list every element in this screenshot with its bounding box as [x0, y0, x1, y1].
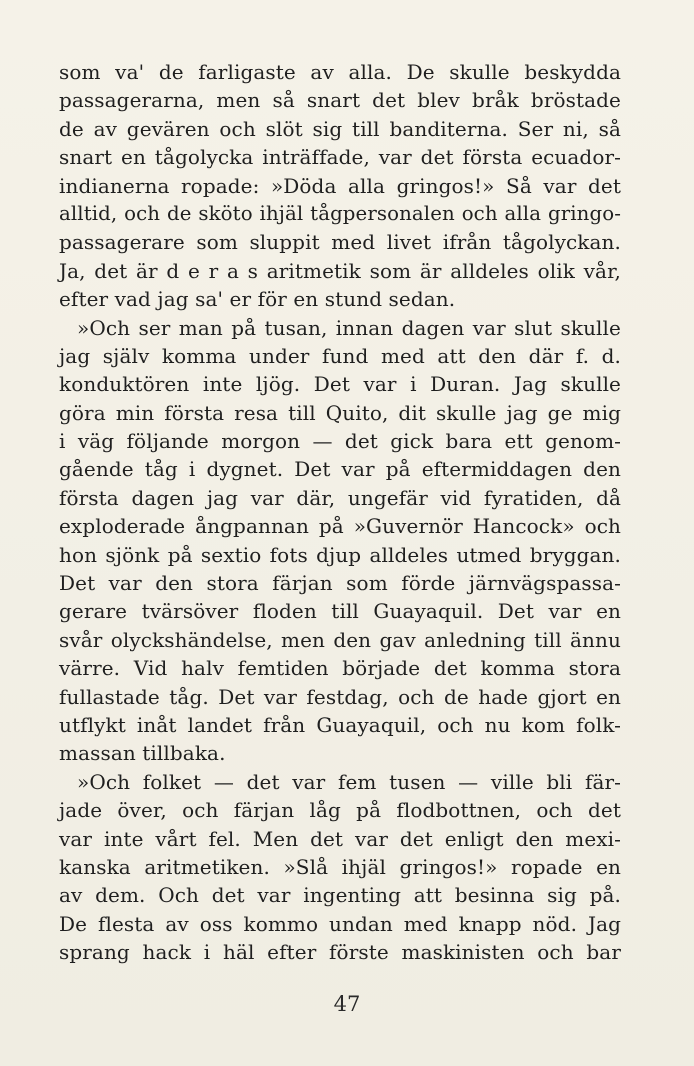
- text-line: jade över, och färjan låg på flodbottnen, och det: [59, 798, 621, 823]
- text-line: passagerare som sluppit med livet ifrån tågolyckan.: [59, 230, 621, 255]
- text-line: första dagen jag var där, ungefär vid fyratiden, då: [59, 485, 621, 510]
- text-line: värre. Vid halv femtiden började det komma stora: [59, 656, 621, 681]
- text-line: gerare tvärsöver floden till Guayaquil. Det var en: [59, 599, 621, 624]
- text-line: jag själv komma under fund med att den där f. d.: [59, 343, 621, 368]
- text-line: gående tåg i dygnet. Det var på eftermiddagen den: [59, 457, 621, 482]
- text-line: snart en tågolycka inträffade, var det första ecuador-: [59, 145, 621, 170]
- body-text: [59, 58, 621, 967]
- text-line: De flesta av oss kommo undan med knapp nöd. Jag: [59, 911, 621, 936]
- text-line: Ja, det är d e r a s aritmetik som är alldeles olik vår,: [59, 258, 621, 283]
- text-line: fullastade tåg. Det var festdag, och de hade gjort en: [59, 684, 621, 709]
- text-line: efter vad jag sa' er för en stund sedan.: [59, 287, 456, 312]
- text-line: de av gevären och slöt sig till banditerna. Ser ni, så: [59, 116, 621, 141]
- text-line: passagerarna, men så snart det blev bråk bröstade: [59, 88, 621, 113]
- text-line: »Och folket — det var fem tusen — ville bli fär-: [77, 769, 621, 794]
- text-line: massan tillbaka.: [59, 741, 226, 766]
- text-line: svår olyckshändelse, men den gav anledning till ännu: [59, 627, 621, 652]
- page-number: 47: [333, 992, 361, 1016]
- text-line: hon sjönk på sextio fots djup alldeles utmed bryggan.: [59, 542, 621, 567]
- text-line: Det var den stora färjan som förde järnvägspassa-: [59, 571, 621, 596]
- text-line: indianerna ropade: »Döda alla gringos!» Så var det: [59, 173, 621, 198]
- text-line: utflykt inåt landet från Guayaquil, och nu kom folk-: [59, 712, 621, 737]
- text-line: av dem. Och det var ingenting att besinna sig på.: [59, 883, 621, 908]
- text-line: sprang hack i häl efter förste maskinisten och bar: [59, 940, 621, 965]
- text-line: konduktören inte ljög. Det var i Duran. Jag skulle: [59, 372, 621, 397]
- text-line: göra min första resa till Quito, dit skulle jag ge mig: [59, 400, 621, 425]
- text-line: i väg följande morgon — det gick bara ett genom-: [59, 429, 621, 454]
- text-line: kanska aritmetiken. »Slå ihjäl gringos!» ropade en: [59, 854, 621, 879]
- text-line: som va' de farligaste av alla. De skulle beskydda: [59, 60, 621, 84]
- text-line: exploderade ångpannan på »Guvernör Hancock» och: [59, 514, 621, 539]
- text-line: alltid, och de sköto ihjäl tågpersonalen och alla gringo-: [59, 201, 621, 225]
- text-line: »Och ser man på tusan, innan dagen var slut skulle: [77, 315, 621, 340]
- text-line: var inte vårt fel. Men det var det enligt den mexi-: [59, 826, 621, 851]
